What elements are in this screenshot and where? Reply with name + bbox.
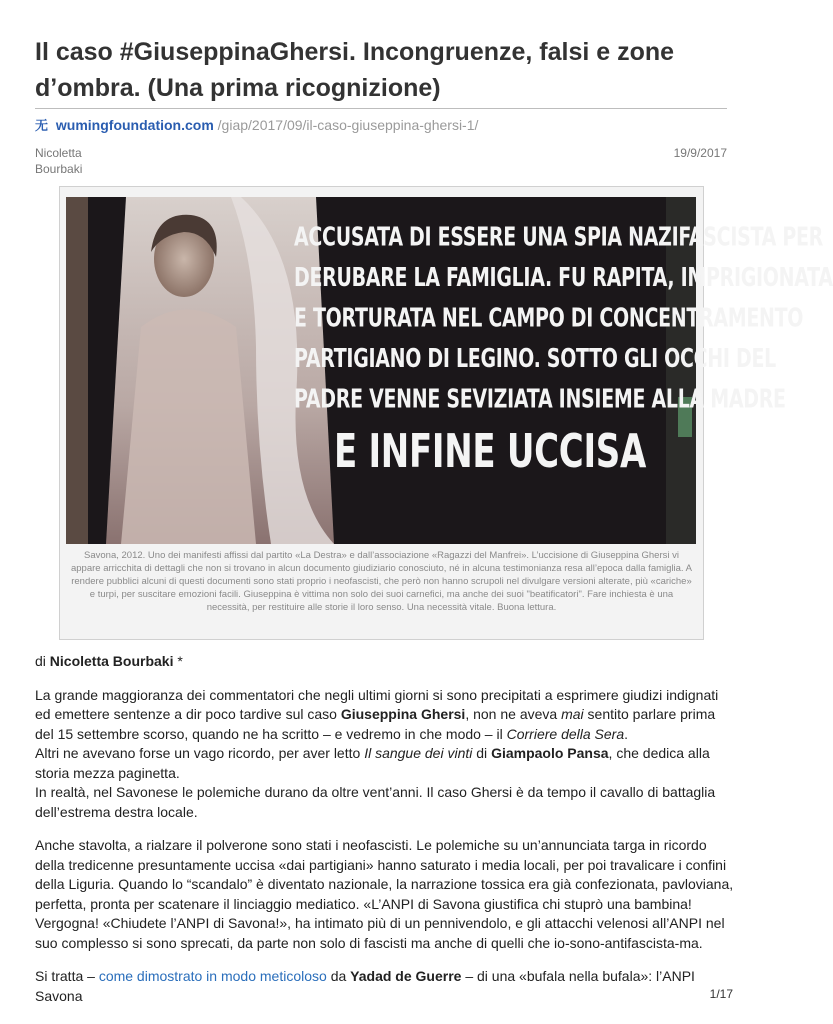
inline-link[interactable]: come dimostrato in modo meticoloso	[98, 968, 327, 984]
text-run: La grande maggioranza dei commentatori che negli ultimi giorni si sono precipitati a esprimere giudizi indignati ed emettere sentenze a dir poco tardive sul caso	[35, 686, 719, 722]
article-figure	[59, 186, 833, 640]
bold-name: Giampaolo Pansa	[491, 745, 609, 761]
poster-line-large: E INFINE UCCISA	[333, 424, 647, 479]
author-name: Nicoletta Bourbaki	[49, 653, 174, 669]
text-run: Altri ne avevano forse un vago ricordo, per aver letto	[35, 745, 365, 761]
article-title: Il caso #GiuseppinaGhersi. Incongruenze, falsi e zone d’ombra. (Una prima ricognizione)	[35, 38, 675, 102]
text-run: – di una «bufala nella bufala»: l’ANPI Savona	[35, 968, 695, 1004]
bold-name: Giuseppina Ghersi	[340, 706, 466, 722]
text-run: , che dedica alla storia mezza paginetta.	[35, 745, 710, 781]
text-run: .	[624, 725, 628, 742]
wuming-logo-icon: 无	[35, 118, 49, 133]
title-divider	[35, 108, 727, 109]
article-body	[35, 652, 735, 1020]
paragraph	[35, 686, 735, 823]
bold-name: Yadad de Guerre	[350, 968, 462, 984]
poster-line: ACCUSATA DI ESSERE UNA SPIA NAZIFASCISTA PER	[294, 222, 824, 253]
text-run: , non ne aveva	[465, 706, 562, 722]
source-path: /giap/2017/09/il-caso-giuseppina-ghersi-1/	[213, 117, 479, 133]
figure-caption: Savona, 2012. Uno dei manifesti affissi dal partito «La Destra» e dall’associazione «Ragazzi del Manfrei». L’uccisione di Giuseppina Ghersi vi appare arricchita di dettagli che non si trovano in alcun documento giudiziario conosciuto, né in alcuna testimonianza resa all’epoca dalla famiglia. A rendere pubblici alcuni di questi documenti sono stati proprio i neofascisti, che però non hanno scrupoli nel divulgare versioni alterate, più «cariche» e turpi, per suscitare emozioni facili. Giuseppina è vittima non solo dei suoi carnefici, ma anche dei suoi "beatificatori". Fare inchiesta è una necessità, per restituire alle storie il loro senso. Una necessità vitale. Buona lettura.	[70, 550, 693, 613]
source-line	[35, 116, 478, 135]
poster-headline	[294, 217, 833, 479]
book-title: Il sangue dei vinti	[364, 745, 473, 761]
paragraph	[35, 967, 735, 1006]
text-run: sentito parlare prima del 15 settembre scorso, quando ne ha scritto – e vedremo in che modo – il	[35, 706, 716, 742]
poster-line: E TORTURATA NEL CAMPO DI CONCENTRAMENTO	[294, 303, 804, 334]
poster-line: DERUBARE LA FAMIGLIA. FU RAPITA, IMPRIGIONATA	[294, 262, 833, 293]
poster-line: PARTIGIANO DI LEGINO. SOTTO GLI OCCHI DEL	[294, 343, 776, 374]
poster-line: PADRE VENNE SEVIZIATA INSIEME ALLA MADRE	[294, 384, 786, 415]
by-prefix: di	[35, 653, 50, 669]
page-number: 1/17	[709, 987, 733, 1001]
italic-text: mai	[561, 706, 584, 722]
text-run: da	[326, 968, 351, 984]
source-domain-link[interactable]: wumingfoundation.com	[55, 117, 214, 133]
poster-image	[66, 197, 833, 544]
author-line	[35, 652, 735, 672]
paragraph: Anche stavolta, a rialzare il polverone sono stati i neofascisti. Le polemiche su un’annunciata targa in ricordo della tredicenne presuntamente uccisa «dai partigiani» hanno saturato i media locali, per poi travalicare i confini della Liguria. Quando lo “scandalo” è diventato nazionale, la narrazione tossica era già confezionata, pavloviana, perfetta, pronta per scatenare il linciaggio mediatico. «L’ANPI di Savona giustifica chi stuprò una bambina! Vergogna! «Chiudete l’ANPI di Savona!», ha intimato più di un pennivendolo, e gli attacchi velenosi all’ANPI nel suo complesso si sono sprecati, da parte non solo di fascisti ma anche di quelli che io-sono-antifascista-ma.	[35, 837, 734, 951]
italic-text: Corriere della Sera	[506, 725, 625, 742]
by-suffix: *	[173, 653, 183, 669]
text-run: di	[472, 745, 492, 761]
text-run: Si tratta –	[35, 968, 99, 984]
author-byline: Nicoletta Bourbaki	[35, 146, 83, 176]
text-run: In realtà, nel Savonese le polemiche durano da oltre vent’anni. Il caso Ghersi è da tempo il cavallo di battaglia dell’estrema destra locale.	[35, 784, 716, 820]
publish-date: 19/9/2017	[673, 146, 727, 160]
